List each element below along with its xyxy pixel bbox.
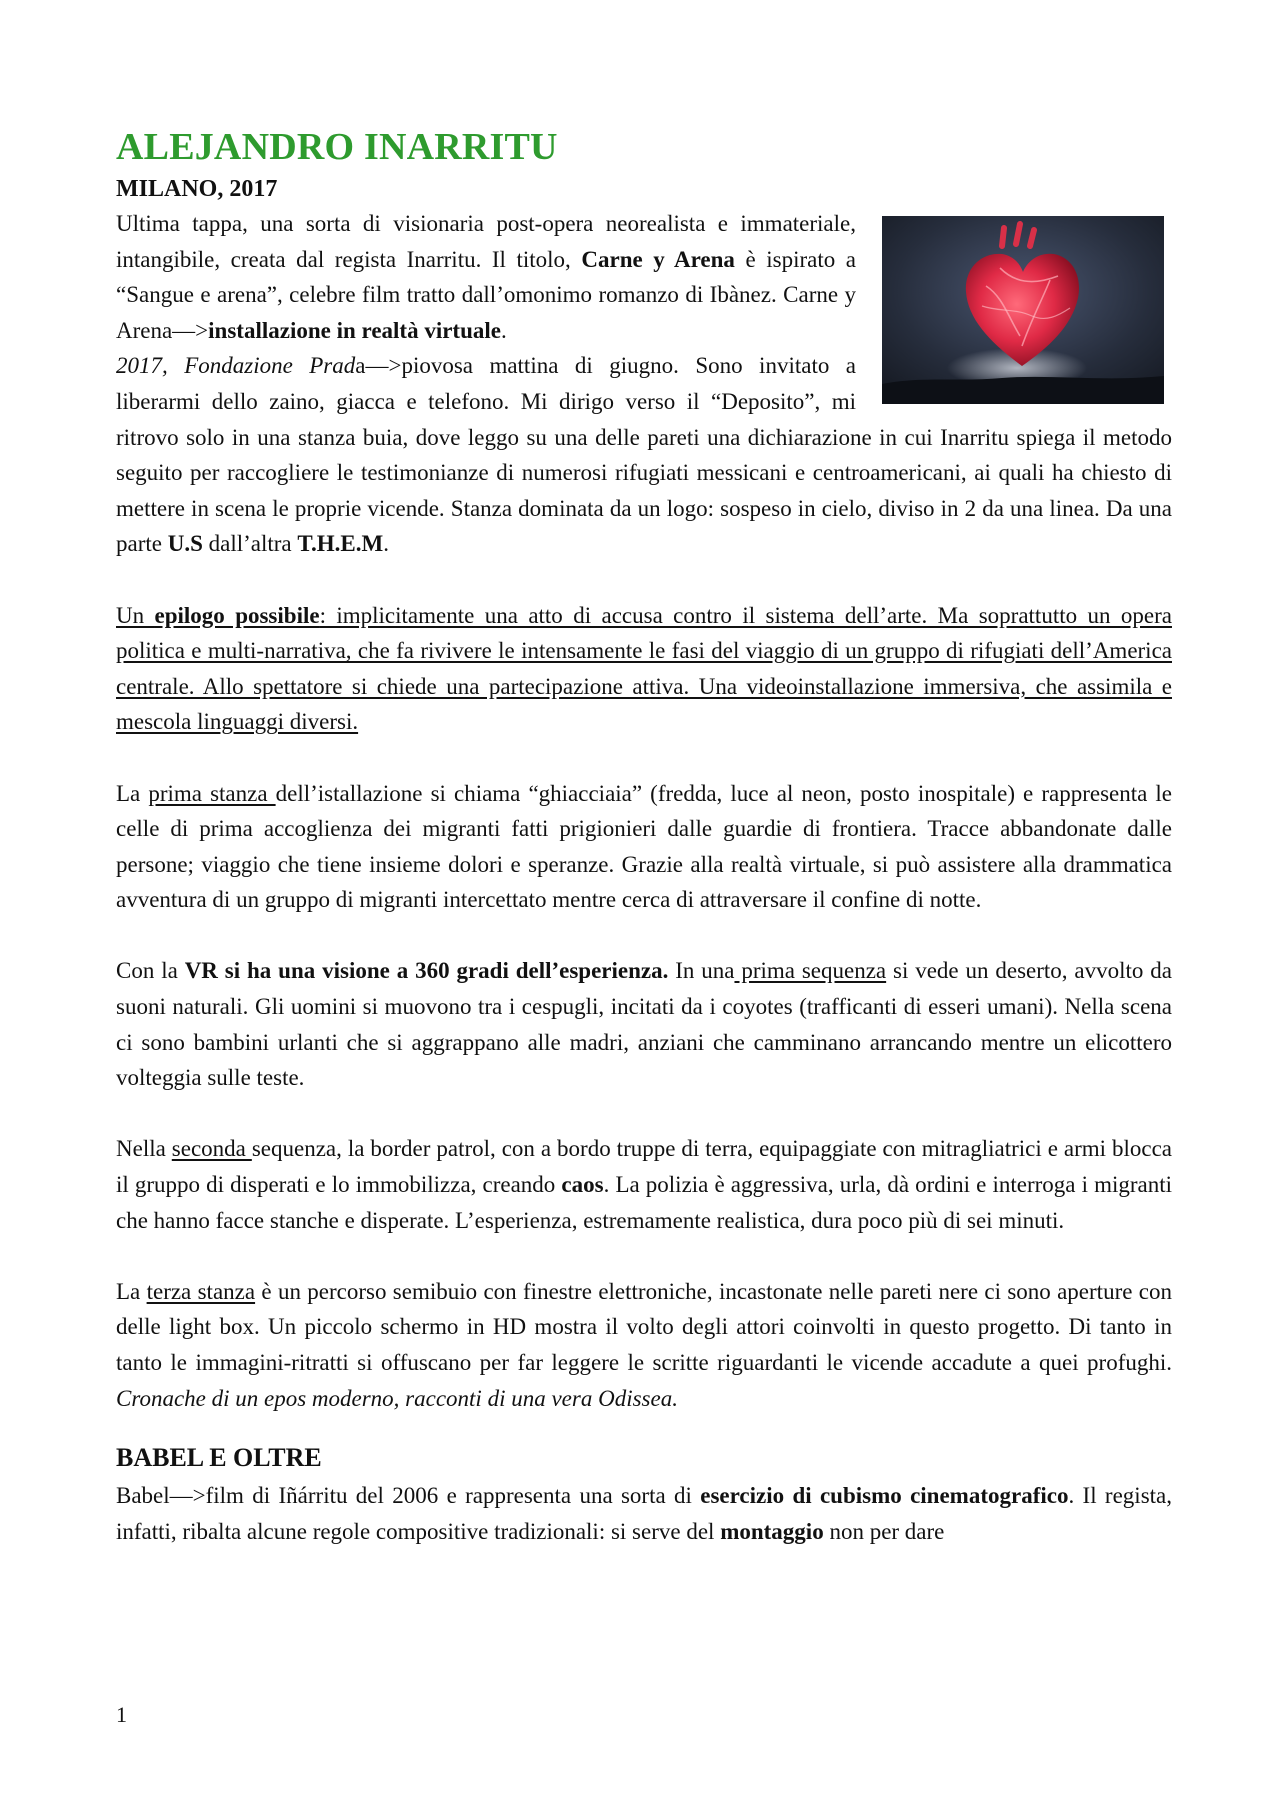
bold-text: installazione in realtà virtuale (208, 317, 501, 343)
bold-text: esercizio di cubismo cinematografico (700, 1483, 1069, 1509)
page-title: ALEJANDRO INARRITU (116, 126, 558, 168)
underlined-text: prima stanza (148, 780, 276, 806)
text-span: Babel—>film di Iñárritu del 2006 e rappresenta una sorta di (116, 1483, 701, 1509)
bold-text: montaggio (720, 1518, 824, 1544)
text-span: a—>piovosa mattina di giugno. Sono invitato a liberarmi dello zaino, giacca e telefono. Mi dirigo verso il “Deposito”, mi ritrovo solo in una stanza buia, dove leggo su una delle pareti una dichiarazione in cui Inarritu spiega il metodo seguito per raccogliere le testimonianze di numerosi rifugiati messicani e centroamericani, ai quali ha chiesto di mettere in scena le proprie vicende. Stanza dominata da un logo: sospeso in cielo, diviso in 2 da una linea. Da una parte (116, 353, 1172, 557)
bold-text: VR si ha una visione a 360 gradi dell’esperienza. (184, 958, 669, 984)
bold-text: U.S (167, 531, 203, 557)
italic-text: 2017, Fondazione Prad (116, 353, 356, 379)
bold-text: Carne y Arena (581, 246, 735, 272)
section-heading-babel: BABEL E OLTRE (116, 1443, 322, 1473)
text-span: . (500, 317, 507, 343)
text-span: Ultima tappa, una sorta di visionaria post-opera neorealista e immateriale, intangibile, creata dal regista Inarritu. Il titolo, (116, 211, 856, 272)
paragraph-terza-stanza (116, 1274, 1172, 1416)
text-span: Un (116, 602, 155, 628)
paragraph-babel (116, 1478, 1172, 1549)
text-span: si vede un deserto, avvolto da suoni naturali. Gli uomini si muovono tra i cespugli, incitati da i coyotes (trafficanti di esseri umani). Nella scena ci sono bambini urlanti che si aggrappano alle madri, anziani che camminano arrancando mentre un elicottero volteggia sulle teste. (116, 958, 1172, 1091)
paragraph-spacer (116, 740, 1172, 776)
text-span: . Il regista, infatti, ribalta alcune regole compositive tradizionali: si serve del (116, 1483, 1172, 1544)
text-span: : implicitamente una atto di accusa contro il sistema dell’arte. Ma soprattutto un opera politica e multi-narrativa, che fa rivivere le intensamente le fasi del viaggio di un gruppo di rifugiati dell’America centrale. Allo spettatore si chiede una partecipazione attiva. Una videoinstallazione immersiva, che assimila e mescola linguaggi diversi. (116, 602, 1172, 735)
text-span: . La polizia è aggressiva, urla, dà ordini e interroga i migranti che hanno facce stanche e disperate. L’esperienza, estremamente realistica, dura poco più di sei minuti. (116, 1172, 1172, 1233)
text-span: . (383, 531, 389, 557)
paragraph-spacer (116, 562, 1172, 598)
text-span: è ispirato a “Sangue e arena”, celebre film tratto dall’omonimo romanzo di Ibànez. Carne y Arena—> (116, 246, 857, 343)
paragraph-vr (116, 953, 1172, 1095)
location-date-subtitle: MILANO, 2017 (116, 176, 278, 202)
text-span: dall’altra (202, 531, 298, 557)
paragraph-spacer (116, 918, 1172, 954)
text-span: dell’istallazione si chiama “ghiacciaia” (fredda, luce al neon, posto inospitale) e rappresenta le celle di prima accoglienza dei migranti fatti prigionieri dalle guardie di frontiera. Tracce abbandonate dalle persone; viaggio che tiene insieme dolori e speranze. Grazie alla realtà virtuale, si può assistere alla drammatica avventura di un gruppo di migranti intercettato mentre cerca di attraversare il confine di notte. (116, 780, 1172, 913)
heart-image-graphic (882, 216, 1164, 404)
underlined-text: terza stanza (146, 1278, 256, 1304)
page-number: 1 (116, 1702, 127, 1727)
bold-text: epilogo possibile (154, 602, 320, 628)
paragraph-spacer (116, 1416, 1172, 1438)
text-span: La (116, 780, 149, 806)
paragraph-spacer (116, 1238, 1172, 1274)
heart-image (882, 216, 1164, 404)
paragraph-prima-stanza (116, 776, 1172, 918)
underlined-text: seconda (171, 1136, 252, 1162)
paragraph-seconda-sequenza (116, 1131, 1172, 1238)
bold-text: T.H.E.M (297, 531, 384, 557)
document-body (116, 122, 1172, 1549)
bold-text: caos (561, 1172, 604, 1198)
text-span: è un percorso semibuio con finestre elettroniche, incastonate nelle pareti nere ci sono aperture con delle light box. Un piccolo schermo in HD mostra il volto degli attori coinvolti in questo progetto. Di tanto in tanto le immagini-ritratti si offuscano per far leggere le scritte riguardanti le vicende accadute a quei profughi. (116, 1278, 1172, 1375)
text-span: non per dare (823, 1518, 945, 1544)
text-span: Con la (116, 958, 185, 984)
text-span: Nella (116, 1136, 172, 1162)
paragraph-epilogo (116, 598, 1172, 740)
italic-text: Cronache di un epos moderno, racconti di una vera Odissea. (116, 1385, 678, 1411)
text-span: sequenza, la border patrol, con a bordo truppe di terra, equipaggiate con mitragliatrici e armi blocca il gruppo di disperati e lo immobilizza, creando (116, 1136, 1173, 1198)
text-span: La (116, 1278, 147, 1304)
paragraph-spacer (116, 1096, 1172, 1132)
underlined-text: prima sequenza (734, 958, 887, 984)
text-span: In una (668, 958, 735, 984)
